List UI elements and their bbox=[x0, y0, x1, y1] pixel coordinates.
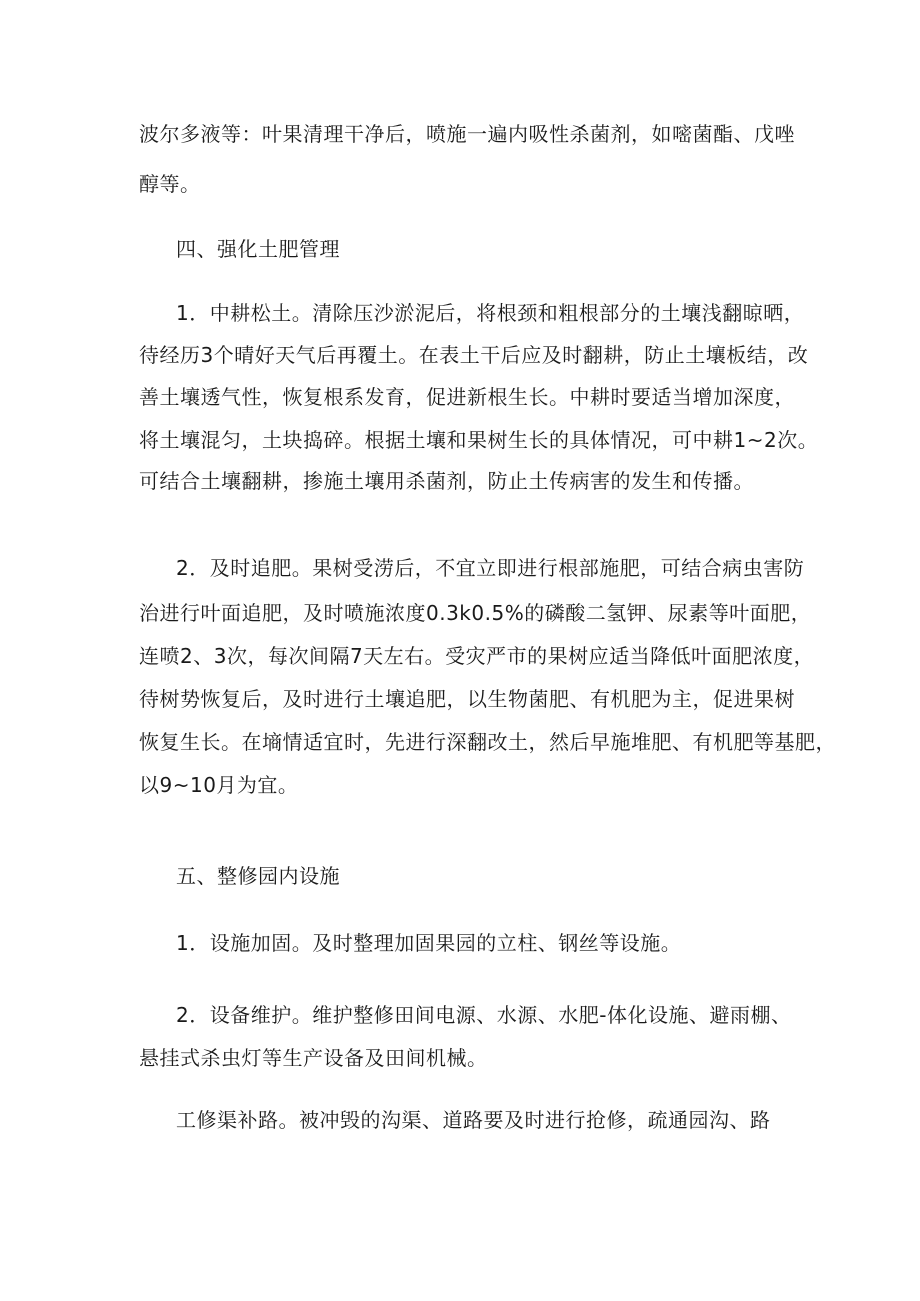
paragraph-line: 可结合土壤翻耕，掺施土壤用杀菌剂，防止土传病害的发生和传播。 bbox=[139, 469, 754, 493]
paragraph-line: 待树势恢复后，及时进行土壤追肥，以生物菌肥、有机肥为主，促进果树 bbox=[139, 687, 795, 711]
paragraph-line: 工修渠补路。被冲毁的沟渠、道路要及时进行抢修，疏通园沟、路 bbox=[176, 1108, 771, 1132]
paragraph-line: 连喷2、3次，每次间隔7天左右。受灾严市的果树应适当降低叶面肥浓度， bbox=[139, 644, 815, 668]
paragraph-line: 2．设备维护。维护整修田间电源、水源、水肥-体化设施、避雨棚、 bbox=[176, 1003, 792, 1027]
paragraph-line: 以9~10月为宜。 bbox=[139, 773, 299, 797]
paragraph-line: 将土壤混匀，土块捣碎。根据土壤和果树生长的具体情况，可中耕1~2次。 bbox=[139, 428, 819, 452]
paragraph-line: 善土壤透气性，恢复根系发育，促进新根生长。中耕时要适当增加深度， bbox=[139, 385, 795, 409]
section-heading: 五、整修园内设施 bbox=[176, 864, 340, 888]
paragraph-line: 醇等。 bbox=[139, 172, 201, 196]
paragraph-line: 波尔多液等：叶果清理干净后，喷施一遍内吸性杀菌剂，如嘧菌酯、戊唑 bbox=[139, 122, 795, 146]
paragraph-line: 2．及时追肥。果树受涝后，不宜立即进行根部施肥，可结合病虫害防 bbox=[176, 556, 805, 580]
paragraph-line: 待经历3个晴好天气后再覆土。在表土干后应及时翻耕，防止土壤板结，改 bbox=[139, 343, 809, 367]
paragraph-line: 1．设施加固。及时整理加固果园的立柱、钢丝等设施。 bbox=[176, 931, 682, 955]
paragraph-line: 悬挂式杀虫灯等生产设备及田间机械。 bbox=[139, 1046, 488, 1070]
section-heading: 四、强化土肥管理 bbox=[176, 237, 340, 261]
paragraph-line: 治进行叶面追肥，及时喷施浓度0.3k0.5%的磷酸二氢钾、尿素等叶面肥， bbox=[139, 601, 812, 625]
paragraph-line: 1．中耕松土。清除压沙淤泥后，将根颈和粗根部分的土壤浅翻晾晒， bbox=[176, 301, 805, 325]
paragraph-line: 恢复生长。在墒情适宜时，先进行深翻改土，然后早施堆肥、有机肥等基肥， bbox=[139, 730, 836, 754]
